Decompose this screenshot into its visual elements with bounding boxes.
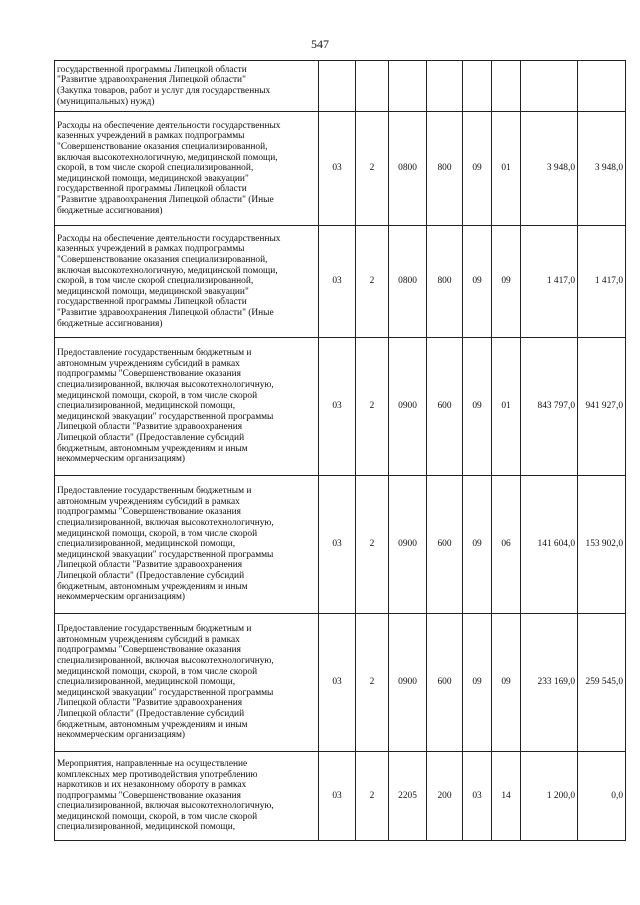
cell-c1: 03 <box>319 476 356 614</box>
cell-amount-2: 259 545,0 <box>578 614 626 752</box>
table-row <box>55 61 626 112</box>
cell-c4: 200 <box>427 752 463 841</box>
cell-c5: 09 <box>463 614 492 752</box>
row-description: Предоставление государственным бюджетным и автономным учреждениям субсидий в рамках подпрограммы "Совершенствование оказания специализированной, включая высокотехнологичную, медицинской помощи, скорой, в том числе скорой специализированной, медицинской помощи, медицинской эвакуации" государственной программы Липецкой области "Развитие здравоохранения Липецкой области" (Предоставление субсидий бюджетным, автономным учреждениям и иным некоммерческим организациям) <box>55 614 319 752</box>
cell-amount-1: 1 200,0 <box>521 752 578 841</box>
cell-c1: 03 <box>319 226 356 338</box>
row-description: Мероприятия, направленные на осуществление комплексных мер противодействия употреблению наркотиков и их незаконному обороту в рамках подпрограммы "Совершенствование оказания специализированной, включая высокотехнологичную, медицинской помощи, скорой, в том числе скорой специализированной, медицинской помощи, <box>55 752 319 841</box>
cell-amount-1: 3 948,0 <box>521 112 578 226</box>
cell-c1: 03 <box>319 338 356 476</box>
cell-c2: 2 <box>356 614 389 752</box>
cell-c1 <box>319 61 356 112</box>
row-description: Расходы на обеспечение деятельности государственных казенных учреждений в рамках подпрограммы "Совершенствование оказания специализированной, включая высокотехнологичную, медицинской помощи, скорой, в том числе скорой специализированной, медицинской помощи, медицинской эвакуации" государственной программы Липецкой области "Развитие здравоохранения Липецкой области" (Иные бюджетные ассигнования) <box>55 112 319 226</box>
cell-c3 <box>389 61 427 112</box>
cell-c3: 0900 <box>389 614 427 752</box>
table-row <box>55 476 626 614</box>
cell-amount-1: 1 417,0 <box>521 226 578 338</box>
cell-c4: 800 <box>427 112 463 226</box>
cell-c6 <box>492 61 521 112</box>
cell-c5 <box>463 61 492 112</box>
cell-c6: 01 <box>492 112 521 226</box>
budget-table <box>54 60 626 841</box>
cell-c1: 03 <box>319 752 356 841</box>
cell-c2 <box>356 61 389 112</box>
cell-c3: 0800 <box>389 112 427 226</box>
cell-amount-1: 141 604,0 <box>521 476 578 614</box>
cell-amount-1: 233 169,0 <box>521 614 578 752</box>
cell-c2: 2 <box>356 476 389 614</box>
cell-c5: 03 <box>463 752 492 841</box>
cell-c6: 09 <box>492 614 521 752</box>
row-description: Предоставление государственным бюджетным и автономным учреждениям субсидий в рамках подпрограммы "Совершенствование оказания специализированной, включая высокотехнологичную, медицинской помощи, скорой, в том числе скорой специализированной, медицинской помощи, медицинской эвакуации" государственной программы Липецкой области "Развитие здравоохранения Липецкой области" (Предоставление субсидий бюджетным, автономным учреждениям и иным некоммерческим организациям) <box>55 338 319 476</box>
cell-amount-2: 1 417,0 <box>578 226 626 338</box>
cell-c4: 600 <box>427 338 463 476</box>
table-row <box>55 614 626 752</box>
cell-amount-2: 153 902,0 <box>578 476 626 614</box>
table-row <box>55 752 626 841</box>
cell-c2: 2 <box>356 226 389 338</box>
cell-c2: 2 <box>356 112 389 226</box>
cell-c4: 600 <box>427 614 463 752</box>
cell-c5: 09 <box>463 476 492 614</box>
cell-c5: 09 <box>463 112 492 226</box>
table-row <box>55 226 626 338</box>
row-description: государственной программы Липецкой области "Развитие здравоохранения Липецкой области" (Закупка товаров, работ и услуг для государственных (муниципальных) нужд) <box>55 61 319 112</box>
cell-amount-1: 843 797,0 <box>521 338 578 476</box>
cell-c4: 800 <box>427 226 463 338</box>
cell-c2: 2 <box>356 338 389 476</box>
cell-c3: 2205 <box>389 752 427 841</box>
cell-c3: 0900 <box>389 338 427 476</box>
cell-c4: 600 <box>427 476 463 614</box>
cell-amount-2 <box>578 61 626 112</box>
page-number: 547 <box>311 37 329 51</box>
cell-c5: 09 <box>463 338 492 476</box>
row-description: Расходы на обеспечение деятельности государственных казенных учреждений в рамках подпрограммы "Совершенствование оказания специализированной, включая высокотехнологичную, медицинской помощи, скорой, в том числе скорой специализированной, медицинской помощи, медицинской эвакуации" государственной программы Липецкой области "Развитие здравоохранения Липецкой области" (Иные бюджетные ассигнования) <box>55 226 319 338</box>
table-row <box>55 112 626 226</box>
cell-c6: 09 <box>492 226 521 338</box>
cell-amount-2: 3 948,0 <box>578 112 626 226</box>
cell-c6: 06 <box>492 476 521 614</box>
cell-amount-2: 941 927,0 <box>578 338 626 476</box>
cell-c2: 2 <box>356 752 389 841</box>
cell-amount-1 <box>521 61 578 112</box>
cell-c4 <box>427 61 463 112</box>
cell-c1: 03 <box>319 614 356 752</box>
cell-c1: 03 <box>319 112 356 226</box>
table-row <box>55 338 626 476</box>
cell-c3: 0800 <box>389 226 427 338</box>
row-description: Предоставление государственным бюджетным и автономным учреждениям субсидий в рамках подпрограммы "Совершенствование оказания специализированной, включая высокотехнологичную, медицинской помощи, скорой, в том числе скорой специализированной, медицинской помощи, медицинской эвакуации" государственной программы Липецкой области "Развитие здравоохранения Липецкой области" (Предоставление субсидий бюджетным, автономным учреждениям и иным некоммерческим организациям) <box>55 476 319 614</box>
cell-amount-2: 0,0 <box>578 752 626 841</box>
cell-c6: 14 <box>492 752 521 841</box>
cell-c6: 01 <box>492 338 521 476</box>
cell-c3: 0900 <box>389 476 427 614</box>
cell-c5: 09 <box>463 226 492 338</box>
